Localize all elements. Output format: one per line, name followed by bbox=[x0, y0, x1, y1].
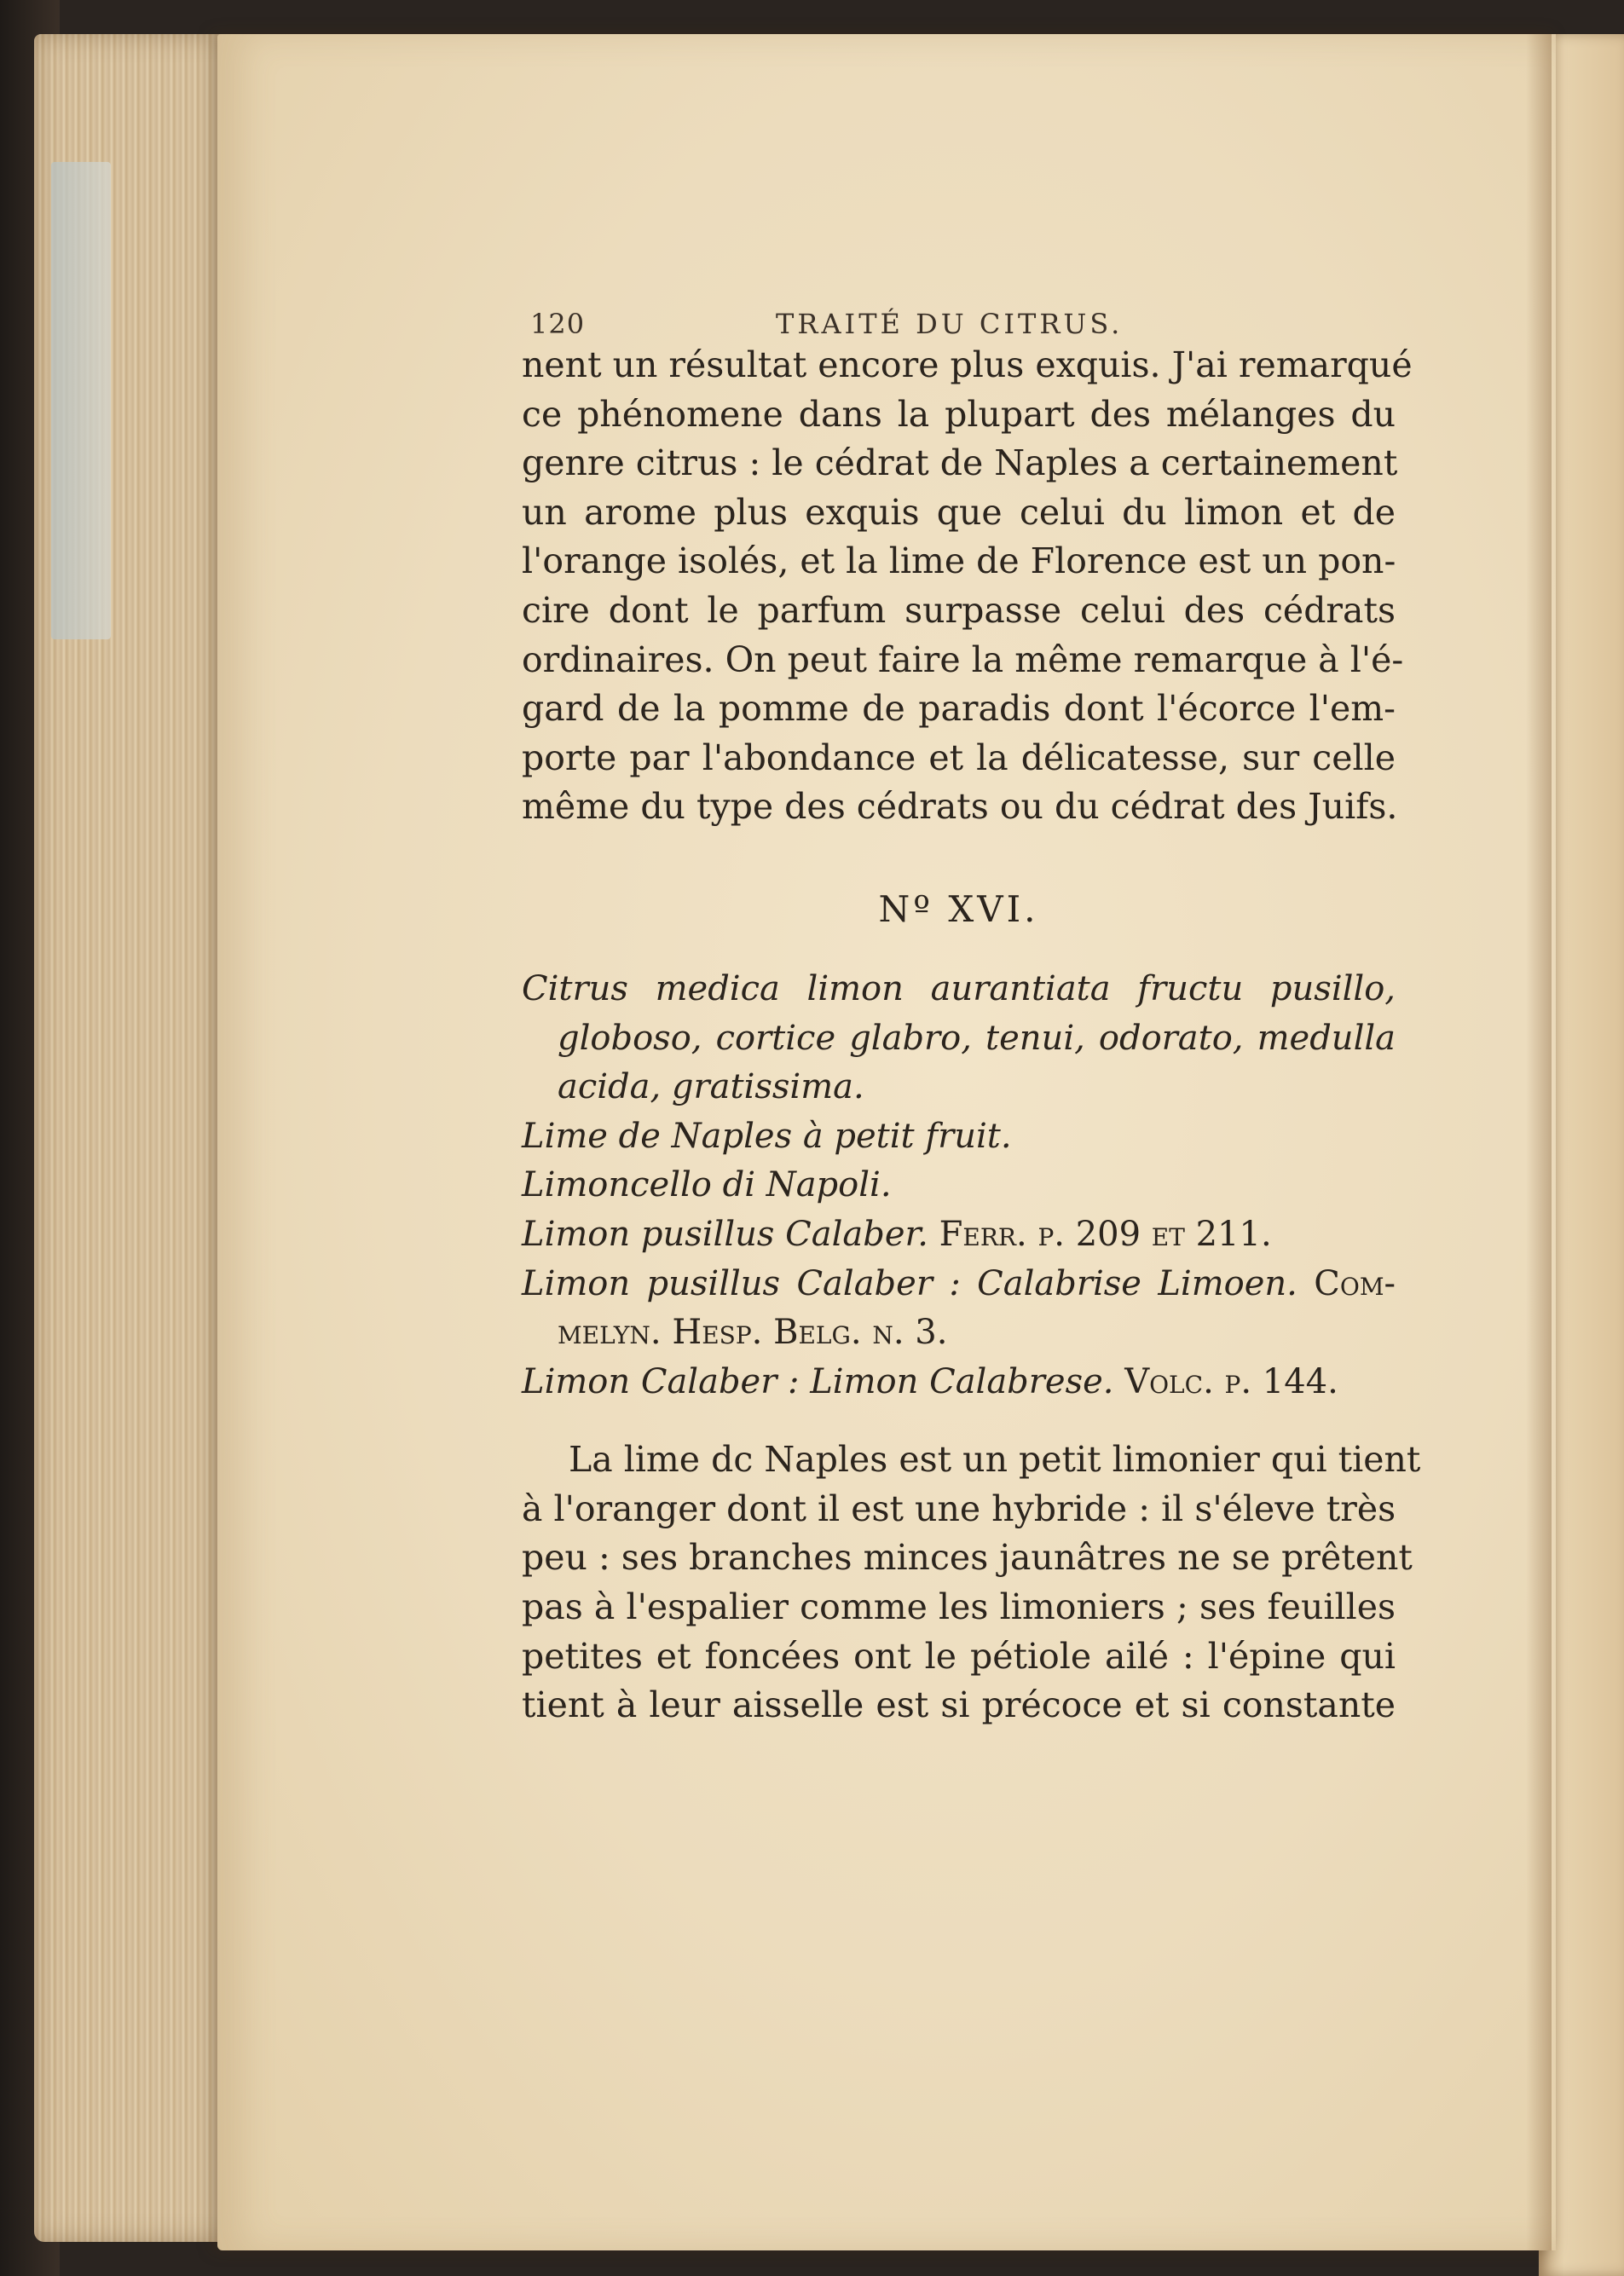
text-line: un arome plus exquis que celui du limon et de bbox=[522, 491, 1396, 533]
synonymy-list bbox=[522, 965, 1396, 1407]
text-line: gard de la pomme de paradis dont l'écorce l'em- bbox=[522, 688, 1396, 730]
paragraph-one bbox=[522, 341, 1413, 832]
text-block bbox=[522, 290, 1421, 1730]
text-line: peu : ses branches minces jaunâtres ne se prêtent bbox=[522, 1537, 1413, 1579]
text-line: ordinaires. On peut faire la même remarque à l'é- bbox=[522, 638, 1404, 680]
synonym-line: globoso, cortice glabro, tenui, odorato, medulla bbox=[558, 1018, 1396, 1058]
synonym-line: Citrus medica limon aurantiata fructu pusillo, bbox=[522, 968, 1396, 1008]
text-line: même du type des cédrats ou du cédrat des Juifs. bbox=[522, 786, 1398, 828]
synonym-name: Limon pusillus Calaber : Calabrise Limoen. bbox=[522, 1263, 1297, 1303]
synonym-line: Limoncello di Napoli. bbox=[522, 1165, 892, 1205]
text-line: à l'oranger dont il est une hybride : il s'éleve très bbox=[522, 1487, 1396, 1529]
page-number: 120 bbox=[530, 308, 586, 340]
synonym-reference: Com- bbox=[1314, 1263, 1396, 1303]
synonym-line bbox=[522, 1260, 1396, 1309]
synonym-reference: melyn. Hesp. Belg. n. 3. bbox=[558, 1313, 948, 1353]
text-line: nent un résultat encore plus exquis. J'ai remarqué bbox=[522, 344, 1413, 385]
text-line: petites et foncées ont le pétiole ailé : l'épine qui bbox=[522, 1635, 1396, 1677]
synonym-line bbox=[522, 1210, 1396, 1260]
section-heading: Nº XVI. bbox=[878, 887, 1039, 930]
inserted-slip bbox=[51, 162, 111, 639]
running-title: TRAITÉ DU CITRUS. bbox=[776, 308, 1124, 340]
text-line: porte par l'abondance et la délicatesse, sur celle bbox=[522, 737, 1396, 778]
text-line: tient à leur aisselle est si précoce et si constante bbox=[522, 1684, 1396, 1726]
text-line: l'orange isolés, et la lime de Florence est un pon- bbox=[522, 540, 1396, 582]
text-line: genre citrus : le cédrat de Naples a certainement bbox=[522, 442, 1398, 484]
synonym-line: Lime de Naples à petit fruit. bbox=[522, 1116, 1012, 1156]
text-line: La lime dc Naples est un petit limonier qui tient bbox=[569, 1439, 1421, 1481]
synonym-name: Limon pusillus Calaber. bbox=[522, 1214, 928, 1254]
synonym-line bbox=[522, 1308, 1396, 1358]
text-line: pas à l'espalier comme les limoniers ; ses feuilles bbox=[522, 1586, 1396, 1628]
gutter-shadow bbox=[1526, 34, 1552, 2250]
text-line: cire dont le parfum surpasse celui des cédrats bbox=[522, 589, 1396, 631]
synonym-line: acida, gratissima. bbox=[558, 1067, 864, 1107]
synonym-reference: Volc. p. 144. bbox=[1124, 1361, 1338, 1401]
paragraph-two bbox=[522, 1435, 1421, 1730]
text-line: ce phénomene dans la plupart des mélanges du bbox=[522, 393, 1396, 435]
synonym-line bbox=[522, 1358, 1396, 1407]
running-head bbox=[522, 290, 1396, 341]
synonym-name: Limon Calaber : Limon Calabrese. bbox=[522, 1361, 1114, 1401]
synonym-reference: Ferr. p. 209 et 211. bbox=[939, 1214, 1272, 1254]
